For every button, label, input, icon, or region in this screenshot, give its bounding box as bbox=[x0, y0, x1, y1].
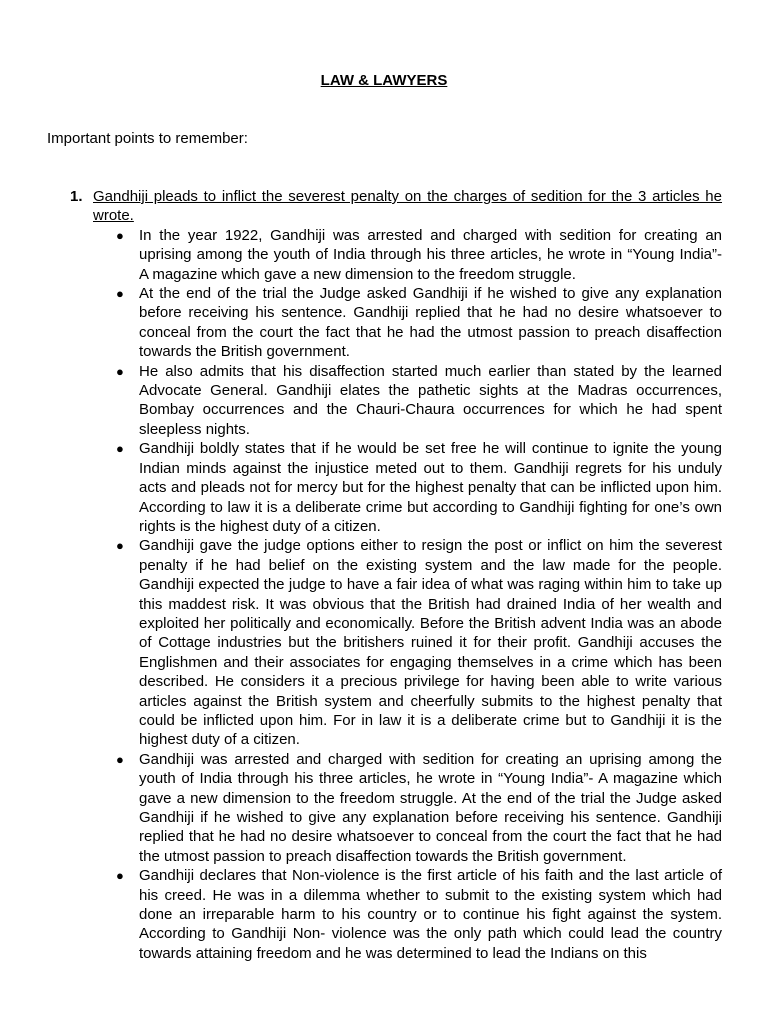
bullet-item bbox=[70, 362, 722, 440]
bullet-icon: ● bbox=[116, 363, 124, 379]
bullet-list bbox=[70, 226, 722, 963]
bullet-icon: ● bbox=[116, 751, 124, 767]
bullet-text: In the year 1922, Gandhiji was arrested and charged with sedition for creating an uprising among the youth of India through his three articles, he wrote in “Young India”- A magazine which gave a new dimension to the freedom struggle. bbox=[139, 226, 722, 283]
point-heading: Gandhiji pleads to inflict the severest penalty on the charges of sedition for the 3 articles he wrote. bbox=[93, 188, 722, 225]
bullet-text: At the end of the trial the Judge asked Gandhiji if he wished to give any explanation before receiving his sentence. Gandhiji replied that he had no desire whatsoever to conceal from the court the fact that he had the utmost passion to preach disaffection towards the British government. bbox=[139, 285, 722, 361]
bullet-text: Gandhiji declares that Non-violence is the first article of his faith and the last article of his creed. He was in a dilemma whether to submit to the existing system which had done an irreparable harm to his country or to continue his fight against the system. According to Gandhiji Non- violence was the only path which could lead the country towards attaining freedom and he was determined to lead the Indians on this bbox=[139, 867, 722, 962]
point-number: 1. bbox=[70, 188, 83, 205]
bullet-icon: ● bbox=[116, 868, 124, 884]
bullet-icon: ● bbox=[116, 286, 124, 302]
bullet-text: Gandhiji gave the judge options either to resign the post or inflict on him the severest penalty if he had belief on the existing system and the law made for the people. Gandhiji expected the judge to have a fair idea of what was raging within him to take up this maddest risk. It was obvious that the British had drained India of her wealth and exploited her politically and economically. Before the British advent India was an abode of Cottage industries but the britishers ruined it for their profit. Gandhiji accuses the Englishmen and their associates for engaging themselves in a crime which has been described. He considers it a precious privilege for having been able to write various articles against the British system and cheerfully submits to the highest penalty that could be inflicted upon him. For in law it is a deliberate crime but to Gandhiji it is the highest duty of a citizen. bbox=[139, 537, 722, 749]
bullet-icon: ● bbox=[116, 538, 124, 554]
bullet-icon: ● bbox=[116, 227, 124, 243]
bullet-icon: ● bbox=[116, 441, 124, 457]
bullet-item bbox=[70, 750, 722, 866]
bullet-item bbox=[70, 866, 722, 963]
bullet-text: He also admits that his disaffection started much earlier than stated by the learned Advocate General. Gandhiji elates the pathetic sights at the Madras occurrences, Bombay occurrences and the Chauri-Chaura occurrences for which he had spent sleepless nights. bbox=[139, 362, 722, 438]
bullet-item bbox=[70, 226, 722, 284]
bullet-item bbox=[70, 439, 722, 536]
bullet-text: Gandhiji boldly states that if he would be set free he will continue to ignite the young Indian minds against the injustice meted out to them. Gandhiji regrets for his unduly acts and pleads not for mercy but for the highest penalty that can be inflicted upon him. According to law it is a deliberate crime but according to Gandhiji fighting for one’s own rights is the highest duty of a citizen. bbox=[139, 440, 722, 535]
numbered-point-1 bbox=[70, 187, 722, 963]
bullet-item bbox=[70, 284, 722, 362]
intro-text: Important points to remember: bbox=[47, 130, 248, 147]
bullet-text: Gandhiji was arrested and charged with sedition for creating an uprising among the youth of India through his three articles, he wrote in “Young India”- A magazine which gave a new dimension to the freedom struggle. At the end of the trial the Judge asked Gandhiji if he wished to give any explanation before receiving his sentence. Gandhiji replied that he had no desire whatsoever to conceal from the court the fact that he had the utmost passion to preach disaffection towards the British government. bbox=[139, 750, 722, 865]
bullet-item bbox=[70, 536, 722, 749]
document-title: LAW & LAWYERS bbox=[320, 72, 448, 89]
